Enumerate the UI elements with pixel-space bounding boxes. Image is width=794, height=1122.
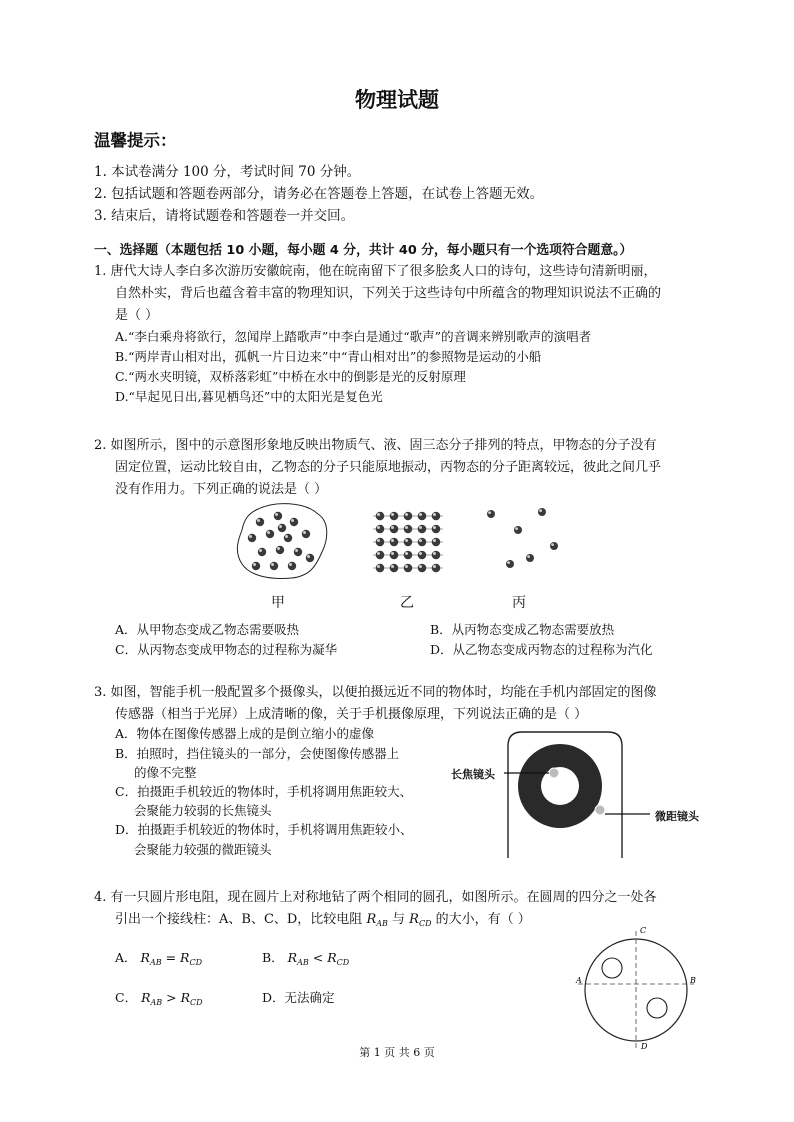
r-ab — [141, 950, 162, 965]
molecule-highlight — [275, 513, 278, 516]
r-sub: CD — [189, 958, 203, 967]
r-ab — [141, 990, 162, 1005]
molecule-highlight — [488, 511, 491, 514]
q3-option-a: A．物体在图像传感器上成的是倒立缩小的虚像 — [115, 726, 375, 741]
molecule-dot — [390, 525, 399, 534]
q1-stem-line: 1. 唐代大诗人李白多次游历安徽皖南，他在皖南留下了很多脍炙人口的诗句，这些诗句清新明丽， — [94, 264, 657, 279]
q3-stem-line: 3. 如图，智能手机一般配置多个摄像头，以便拍摄远近不同的物体时，均能在手机内部固定的图像 — [94, 685, 657, 700]
relation-symbol: = — [165, 950, 177, 965]
molecule-highlight — [419, 552, 422, 555]
q1-option-a: A.“李白乘舟将欲行，忽闻岸上踏歌声”中李白是通过“歌声”的音调来辨别歌声的演唱者 — [115, 329, 592, 344]
pin-c-label: C — [640, 926, 647, 935]
r-symbol: R — [180, 950, 190, 965]
q3-option-d: D．拍摄距手机较近的物体时，手机将调用焦距较小、 — [115, 822, 413, 837]
molecule-dot — [418, 512, 427, 521]
molecule-highlight — [291, 519, 294, 522]
molecule-highlight — [307, 555, 310, 558]
pin-d-label: D — [641, 1042, 648, 1051]
molecule-dot — [302, 530, 310, 538]
tip-item: 2. 包括试题和答题卷两部分，请务必在答题卷上答题，在试卷上答题无效。 — [94, 186, 544, 202]
molecule-highlight — [267, 531, 270, 534]
molecule-dot — [418, 551, 427, 560]
molecule-highlight — [253, 563, 256, 566]
q4-stem-mid: 与 — [387, 912, 410, 927]
molecule-highlight — [433, 513, 436, 516]
r-sub: AB — [376, 919, 388, 928]
q2-option-a: A．从甲物态变成乙物态需要吸热 — [115, 622, 300, 637]
q3-stem-line: 传感器（相当于光屏）上成清晰的像，关于手机摄像原理，下列说法正确的是（ ） — [115, 707, 588, 722]
hole-lower-right — [647, 998, 667, 1018]
disc-resistor-figure — [570, 925, 700, 1055]
molecule-highlight — [405, 539, 408, 542]
molecule-highlight — [285, 535, 288, 538]
molecule-dot — [266, 530, 274, 538]
r-cd — [327, 950, 349, 965]
molecule-dot — [376, 551, 385, 560]
molecule-dot — [276, 546, 284, 554]
molecule-highlight — [405, 565, 408, 568]
q1-option-c: C.“两水夹明镜，双桥落彩虹”中桥在水中的倒影是光的反射原理 — [115, 369, 466, 384]
molecule-dot — [288, 562, 296, 570]
molecule-highlight — [419, 539, 422, 542]
r-sub: CD — [190, 998, 203, 1007]
molecule-dot — [390, 564, 399, 573]
tip-item: 1. 本试卷满分 100 分，考试时间 70 分钟。 — [94, 164, 361, 180]
option-letter: B． — [262, 950, 284, 965]
q3-option-b: B．拍照时，挡住镜头的一部分，会使图像传感器上 — [115, 746, 400, 761]
molecule-dot — [376, 538, 385, 547]
molecule-dot — [252, 562, 260, 570]
r-sub: AB — [297, 958, 309, 967]
r-sub: CD — [418, 919, 432, 928]
molecule-highlight — [507, 561, 510, 564]
molecule-highlight — [405, 526, 408, 529]
figure-label-jia: 甲 — [271, 595, 285, 611]
pin-b-label: B — [690, 976, 696, 985]
molecule-dot — [390, 551, 399, 560]
molecule-dot — [404, 512, 413, 521]
hole-upper-left — [602, 958, 622, 978]
q2-option-c: C．从丙物态变成甲物态的过程称为凝华 — [115, 642, 338, 657]
molecule-highlight — [391, 526, 394, 529]
r-symbol: R — [180, 990, 191, 1005]
molecule-highlight — [419, 526, 422, 529]
molecule-dot — [404, 551, 413, 560]
molecule-highlight — [295, 549, 298, 552]
molecule-dot — [538, 508, 546, 516]
molecule-highlight — [249, 535, 252, 538]
molecule-dot — [418, 525, 427, 534]
molecule-highlight — [289, 563, 292, 566]
molecules-jia — [248, 512, 314, 570]
molecule-dot — [404, 525, 413, 534]
molecule-dot — [432, 525, 441, 534]
molecule-dot — [248, 534, 256, 542]
molecule-dot — [432, 538, 441, 547]
r-sub: AB — [149, 958, 162, 967]
molecule-dot — [258, 548, 266, 556]
phone-camera-figure — [450, 728, 720, 858]
molecule-highlight — [433, 526, 436, 529]
option-letter: C． — [115, 990, 138, 1005]
relation-symbol: > — [166, 990, 177, 1005]
molecule-highlight — [279, 525, 282, 528]
pin-a-label: A — [576, 976, 582, 985]
molecule-highlight — [551, 543, 554, 546]
molecule-dot — [432, 551, 441, 560]
q3-option-c-cont: 会聚能力较弱的长焦镜头 — [134, 803, 272, 818]
molecule-dot — [376, 564, 385, 573]
molecule-highlight — [377, 565, 380, 568]
molecule-highlight — [433, 552, 436, 555]
molecule-dot — [390, 512, 399, 521]
molecule-highlight — [377, 526, 380, 529]
molecule-highlight — [271, 563, 274, 566]
molecule-highlight — [433, 539, 436, 542]
r-ab — [366, 912, 387, 927]
molecule-dot — [290, 518, 298, 526]
molecule-highlight — [391, 539, 394, 542]
macro-lens-label: 微距镜头 — [655, 810, 699, 823]
molecule-dot — [418, 538, 427, 547]
molecule-dot — [526, 554, 534, 562]
molecule-dot — [306, 554, 314, 562]
molecule-dot — [376, 512, 385, 521]
molecule-dot — [294, 548, 302, 556]
r-symbol: R — [287, 950, 298, 965]
molecule-highlight — [391, 513, 394, 516]
molecule-dot — [418, 564, 427, 573]
molecule-highlight — [419, 565, 422, 568]
molecule-dot — [390, 538, 399, 547]
molecule-states-figure — [230, 500, 570, 590]
r-cd — [180, 950, 202, 965]
molecule-highlight — [419, 513, 422, 516]
option-letter: A． — [115, 950, 137, 965]
figure-label-bing: 丙 — [512, 595, 526, 611]
q2-option-d: D．从乙物态变成丙物态的过程称为汽化 — [430, 642, 653, 657]
molecule-highlight — [405, 513, 408, 516]
r-symbol: R — [366, 912, 377, 927]
molecules-bing — [487, 508, 558, 568]
q2-stem-line: 2. 如图所示，图中的示意图形象地反映出物质气、液、固三态分子排列的特点，甲物态的分子没有 — [94, 438, 657, 453]
molecule-highlight — [303, 531, 306, 534]
q4-stem-pre: 引出一个接线柱：A、B、C、D，比较电阻 — [115, 912, 367, 927]
molecule-dot — [404, 564, 413, 573]
molecule-dot — [550, 542, 558, 550]
q4-stem-line-2 — [115, 910, 531, 934]
page-title: 物理试题 — [355, 88, 439, 112]
molecule-dot — [278, 524, 286, 532]
q2-stem-line: 固定位置，运动比较自由，乙物态的分子只能原地振动，丙物态的分子距离较远，彼此之间几乎 — [115, 460, 662, 475]
molecule-dot — [284, 534, 292, 542]
molecule-dot — [256, 518, 264, 526]
tele-lens-label: 长焦镜头 — [451, 768, 495, 781]
molecule-dot — [432, 564, 441, 573]
molecule-highlight — [377, 539, 380, 542]
molecule-highlight — [391, 565, 394, 568]
molecule-highlight — [539, 509, 542, 512]
q3-option-c: C．拍摄距手机较近的物体时，手机将调用焦距较大、 — [115, 784, 413, 799]
q4-option-b — [262, 948, 349, 973]
molecule-highlight — [405, 552, 408, 555]
molecule-highlight — [257, 519, 260, 522]
q2-stem-line: 没有作用力。下列正确的说法是（ ） — [115, 482, 328, 497]
molecule-dot — [376, 525, 385, 534]
q3-option-b-cont: 的像不完整 — [134, 765, 197, 780]
q1-stem-line: 自然朴实，背后也蕴含着丰富的物理知识，下列关于这些诗句中所蕴含的物理知识说法不正确的 — [115, 286, 662, 301]
q4-stem-post: 的大小，有（ ） — [431, 912, 531, 927]
q4-option-a — [115, 948, 202, 973]
page-footer: 第 1 页 共 6 页 — [359, 1046, 435, 1059]
molecule-dot — [432, 512, 441, 521]
molecule-dot — [270, 562, 278, 570]
q4-option-c — [115, 988, 203, 1013]
q3-option-d-cont: 会聚能力较强的微距镜头 — [134, 842, 272, 857]
figure-label-yi: 乙 — [400, 595, 414, 611]
q1-option-b: B.“两岸青山相对出，孤帆一片日边来”中“青山相对出”的参照物是运动的小船 — [115, 349, 542, 364]
molecule-highlight — [391, 552, 394, 555]
r-ab — [288, 950, 309, 965]
r-cd — [181, 990, 203, 1005]
r-symbol: R — [409, 912, 419, 927]
tips-heading: 温馨提示： — [94, 131, 177, 150]
molecule-dot — [514, 526, 522, 534]
q1-option-d: D.“早起见日出,暮见栖鸟还”中的太阳光是复色光 — [115, 389, 383, 404]
q2-option-b: B．从丙物态变成乙物态需要放热 — [430, 622, 615, 637]
molecule-dot — [274, 512, 282, 520]
r-sub: AB — [150, 998, 163, 1007]
r-symbol: R — [141, 990, 151, 1005]
molecule-dot — [506, 560, 514, 568]
section-heading: 一、选择题（本题包括 10 小题，每小题 4 分，共计 40 分，每小题只有一个选项符合题意。） — [94, 243, 633, 258]
q1-stem-line: 是（ ） — [115, 308, 159, 323]
molecule-highlight — [527, 555, 530, 558]
molecule-highlight — [515, 527, 518, 530]
molecule-highlight — [377, 513, 380, 516]
tele-lens — [549, 768, 559, 778]
molecule-highlight — [259, 549, 262, 552]
relation-symbol: < — [312, 950, 324, 965]
molecules-yi — [373, 512, 443, 573]
r-cd — [409, 912, 431, 927]
molecule-dot — [487, 510, 495, 518]
molecule-highlight — [377, 552, 380, 555]
r-symbol: R — [140, 950, 150, 965]
q4-stem-line: 4. 有一只圆片形电阻，现在圆片上对称地钻了两个相同的圆孔，如图所示。在圆周的四分之一处各 — [94, 890, 657, 905]
molecule-highlight — [277, 547, 280, 550]
molecule-dot — [404, 538, 413, 547]
r-sub: CD — [336, 958, 350, 967]
tip-item: 3. 结束后，请将试题卷和答题卷一并交回。 — [94, 208, 355, 224]
q4-option-d: D．无法确定 — [262, 990, 335, 1005]
macro-lens — [595, 805, 605, 815]
r-symbol: R — [327, 950, 337, 965]
molecule-highlight — [433, 565, 436, 568]
